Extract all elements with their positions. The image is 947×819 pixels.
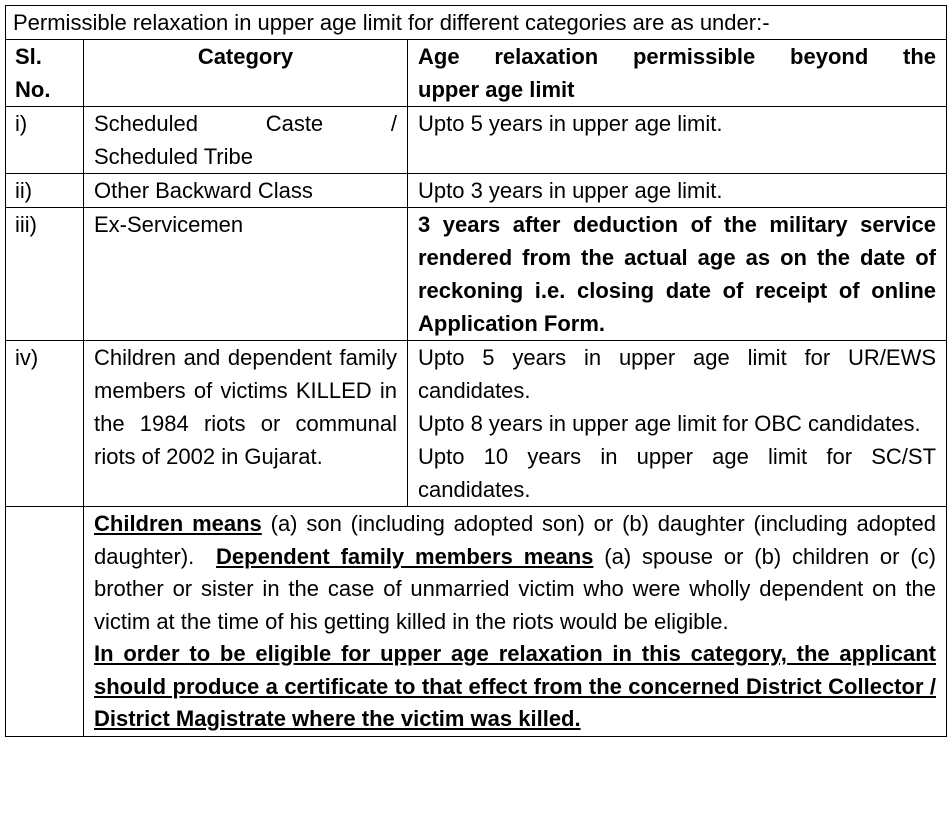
relaxation-line: Upto 8 years in upper age limit for OBC candidates. xyxy=(418,411,921,436)
row-category: Ex-Servicemen xyxy=(84,208,408,341)
table-row xyxy=(6,107,947,174)
row-category: Children and dependent family members of victims KILLED in the 1984 riots or communal riots of 2002 in Gujarat. xyxy=(84,341,408,507)
row-relaxation xyxy=(408,341,947,507)
children-definition: (a) son (including adopted son) or (b) daughter (including adopted daughter). xyxy=(94,511,937,569)
row-sl: iv) xyxy=(6,341,84,507)
row-relaxation: Upto 5 years in upper age limit. xyxy=(408,107,947,174)
header-relaxation-line1: Age relaxation permissible beyond the xyxy=(418,44,937,69)
header-sl-line1: Sl. xyxy=(15,44,42,69)
note-cell xyxy=(84,507,947,737)
row-category xyxy=(84,107,408,174)
relaxation-line: Upto 5 years in upper age limit for UR/EWS candidates. xyxy=(418,345,937,403)
row-category-line1: Scheduled Caste / xyxy=(94,111,397,136)
row-category: Other Backward Class xyxy=(84,174,408,208)
note-sl-empty xyxy=(6,507,84,737)
header-relaxation-line2: upper age limit xyxy=(418,77,575,102)
table-row xyxy=(6,341,947,507)
table-row xyxy=(6,208,947,341)
age-relaxation-table xyxy=(5,5,947,737)
header-sl xyxy=(6,40,84,107)
row-sl: ii) xyxy=(6,174,84,208)
table-row xyxy=(6,174,947,208)
age-relaxation-document xyxy=(5,5,946,737)
row-sl: i) xyxy=(6,107,84,174)
dependent-definition: (a) spouse or (b) children or (c) brother or sister in the case of unmarried victim who were wholly dependent on the victim at the time of his getting killed in the riots would be eligible. xyxy=(94,543,937,634)
definitions-paragraph xyxy=(94,508,936,638)
header-relaxation xyxy=(408,40,947,107)
intro-row xyxy=(6,6,947,40)
row-sl: iii) xyxy=(6,208,84,341)
header-sl-line2: No. xyxy=(15,77,51,102)
header-category: Category xyxy=(84,40,408,107)
intro-text: Permissible relaxation in upper age limit for different categories are as under:- xyxy=(6,6,947,40)
row-category-line2: Scheduled Tribe xyxy=(94,144,253,169)
children-term: Children means xyxy=(94,511,262,536)
row-relaxation: 3 years after deduction of the military service rendered from the actual age as on the date of reckoning i.e. closing date of receipt of online Application Form. xyxy=(408,208,947,341)
row-relaxation: Upto 3 years in upper age limit. xyxy=(408,174,947,208)
header-row xyxy=(6,40,947,107)
note-row xyxy=(6,507,947,737)
dependent-term: Dependent family members means xyxy=(216,543,594,569)
eligibility-note: In order to be eligible for upper age relaxation in this category, the applicant should produce a certificate to that effect from the concerned District Collector / District Magistrate where the victim was killed. xyxy=(94,641,937,731)
relaxation-line: Upto 10 years in upper age limit for SC/ST candidates. xyxy=(418,444,937,502)
